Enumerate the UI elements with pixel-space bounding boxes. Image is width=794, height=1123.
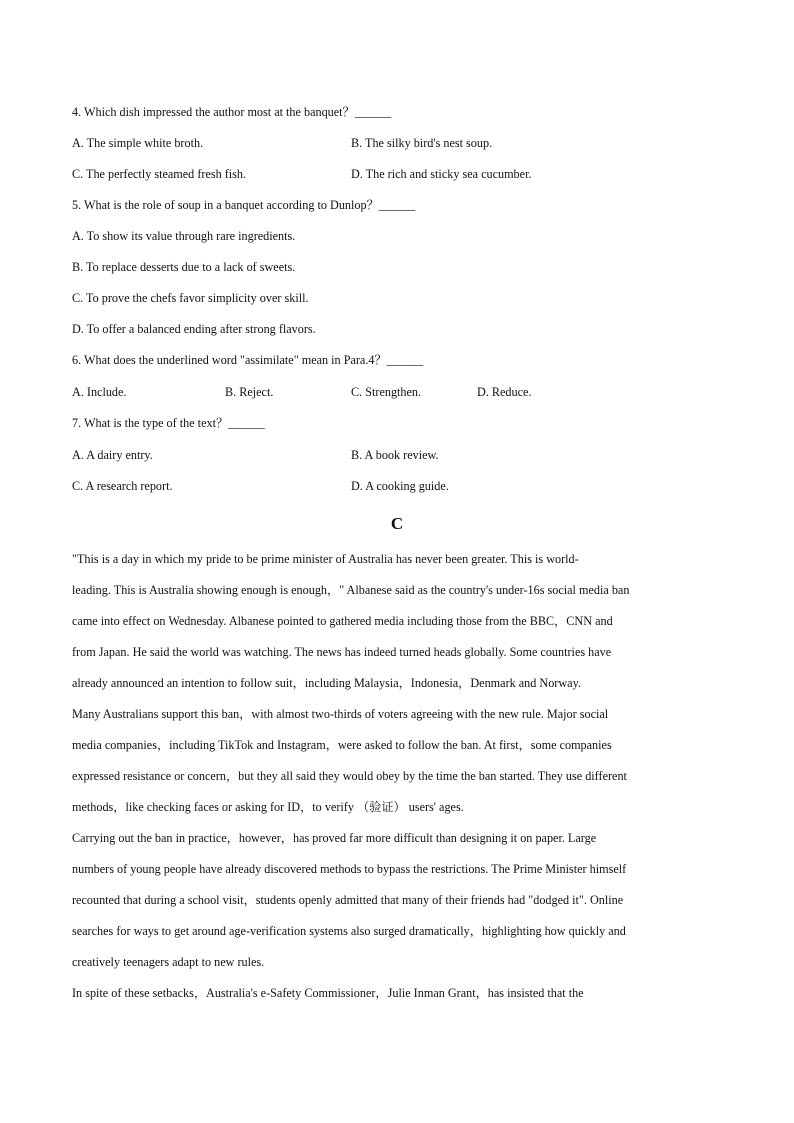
question-5-option-b: B. To replace desserts due to a lack of sweets. <box>72 260 296 274</box>
passage-line: leading. This is Australia showing enough is enough，" Albanese said as the country's under-16s social media ban <box>72 583 630 597</box>
passage <box>72 544 722 1009</box>
passage-line: media companies，including TikTok and Instagram，were asked to follow the ban. At first，some companies <box>72 738 612 752</box>
question-4-stem: 4. Which dish impressed the author most at the banquet？______ <box>72 105 392 119</box>
passage-line: creatively teenagers adapt to new rules. <box>72 955 265 969</box>
question-4-option-d: D. The rich and sticky sea cucumber. <box>351 167 532 181</box>
question-7-stem: 7. What is the type of the text？______ <box>72 416 265 430</box>
question-5-stem: 5. What is the role of soup in a banquet according to Dunlop？______ <box>72 198 416 212</box>
question-7-option-d: D. A cooking guide. <box>351 479 449 493</box>
question-6-option-c: C. Strengthen. <box>351 385 422 399</box>
question-6-stem: 6. What does the underlined word "assimilate" mean in Para.4？______ <box>72 353 424 367</box>
question-5-option-a: A. To show its value through rare ingredients. <box>72 229 296 243</box>
passage-line: methods，like checking faces or asking for ID，to verify （验证） users' ages. <box>72 800 464 814</box>
question-5-option-c: C. To prove the chefs favor simplicity over skill. <box>72 291 309 305</box>
question-4-option-a: A. The simple white broth. <box>72 136 204 150</box>
question-7-option-b: B. A book review. <box>351 448 439 462</box>
question-7-option-c: C. A research report. <box>72 479 173 493</box>
section-heading: C <box>390 514 404 533</box>
question-4-option-c: C. The perfectly steamed fresh fish. <box>72 167 247 181</box>
question-6-option-a: A. Include. <box>72 385 127 399</box>
passage-line: already announced an intention to follow suit，including Malaysia，Indonesia，Denmark and Norway. <box>72 676 581 690</box>
question-5-option-d: D. To offer a balanced ending after strong flavors. <box>72 322 316 336</box>
passage-line: searches for ways to get around age-verification systems also surged dramatically，highlighting how quickly and <box>72 924 626 938</box>
passage-line: numbers of young people have already discovered methods to bypass the restrictions. The Prime Minister himself <box>72 862 627 876</box>
passage-line: In spite of these setbacks，Australia's e-Safety Commissioner，Julie Inman Grant，has insisted that the <box>72 986 584 1000</box>
passage-line: Carrying out the ban in practice，however，has proved far more difficult than designing it on paper. Large <box>72 831 597 845</box>
passage-line: came into effect on Wednesday. Albanese pointed to gathered media including those from the BBC，CNN and <box>72 614 613 628</box>
passage-line: expressed resistance or concern，but they all said they would obey by the time the ban started. They use different <box>72 769 627 783</box>
question-4-option-b: B. The silky bird's nest soup. <box>351 136 493 150</box>
passage-line: "This is a day in which my pride to be prime minister of Australia has never been greater. This is world- <box>72 552 579 566</box>
passage-line: from Japan. He said the world was watching. The news has indeed turned heads globally. Some countries have <box>72 645 612 659</box>
question-6-option-b: B. Reject. <box>225 385 274 399</box>
question-6-option-d: D. Reduce. <box>477 385 532 399</box>
passage-line: Many Australians support this ban，with almost two-thirds of voters agreeing with the new rule. Major social <box>72 707 609 721</box>
passage-line: recounted that during a school visit，students openly admitted that many of their friends had "dodged it". Online <box>72 893 624 907</box>
question-7-option-a: A. A dairy entry. <box>72 448 153 462</box>
